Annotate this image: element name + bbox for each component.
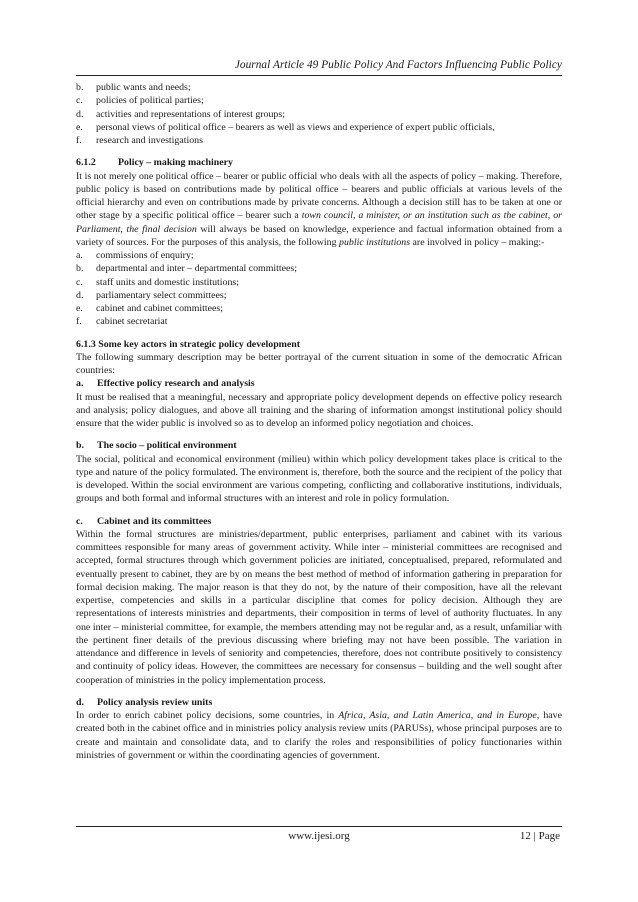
subheading-marker: d.: [76, 696, 84, 708]
list-text: policies of political parties;: [96, 95, 204, 107]
list-text: cabinet secretariat: [96, 316, 168, 328]
text-run: In order to enrich cabinet policy decisions, some countries, in: [76, 710, 339, 721]
list-item: [76, 108, 562, 121]
list-item: [76, 81, 562, 94]
subheading-c: [76, 515, 562, 528]
subheading-title: Cabinet and its committees: [97, 515, 212, 527]
paragraph: [76, 170, 562, 250]
italic-run: public institutions: [339, 236, 411, 248]
list-marker: c.: [76, 95, 83, 107]
subheading-d: [76, 696, 562, 709]
list-item: [76, 134, 562, 147]
list-marker: f.: [76, 316, 82, 328]
list-institutions: [76, 249, 562, 329]
list-text: departmental and inter – departmental committees;: [96, 263, 297, 275]
list-text: cabinet and cabinet committees;: [96, 303, 223, 314]
text-run: It is not merely one political office – bearer or public official who deals with all the aspects of policy – making. Therefore, public policy is based on contributions made by political office – bearers and public officials at various levels of the official hierarchy and even on contributions made by private concerns. Although a decision still has to be taken at one or other stage by a specific political office – bearer such a: [76, 170, 562, 222]
italic-run: town council, a minister, or an institution such as the cabinet, or Parliament, the final decision: [76, 210, 562, 235]
footer-site[interactable]: www.ijesi.org: [288, 830, 350, 842]
header-rule: [76, 75, 562, 76]
list-item: [76, 249, 562, 262]
subheading-title: Effective policy research and analysis: [97, 378, 255, 390]
list-marker: b.: [76, 82, 84, 93]
list-marker: a.: [76, 250, 83, 261]
subheading-a: [76, 377, 562, 390]
list-marker: d.: [76, 289, 84, 301]
subheading-title: The socio – political environment: [97, 440, 237, 452]
paragraph: Within the formal structures are ministries/department, public enterprises, parliament and cabinet with its various committees responsible for many areas of government activity. While inter – ministerial committees are recognised and accepted, formal structures through which government policies are initiated, conceptualised, prepared, reformulated and eventually present to cabinet, they are by on means the best method of method of information gathering in preparation for formal decision making. The major reason is that they do not, by the nature of their composition, have all the relevant expertise, competencies and skills in a particular discipline that comes for policy decision. Although they are representations of interests ministries and departments, their composition in terms of level of authority fluctuates. In any one inter – ministerial committee, for example, the members attending may not be regular and, as a result, unfamiliar with the pertinent finer details of the previous discussing where briefing may not have been possible. The variation in attendance and difference in levels of seniority and competencies, therefore, does not contribute positively to consistency and continuity of policy ideas. However, the committees are necessary for consensus – building and the well sought after cooperation of ministries in the policy implementation process.: [76, 528, 562, 686]
paragraph: It must be realised that a meaningful, necessary and appropriate policy development depends on effective policy research and analysis; policy dialogues, and above all training and the sharing of information amongst institutional policy should ensure that the wider public is involved so as to develop an informed policy negotiation and choices.: [76, 391, 562, 429]
subheading-title: Policy analysis review units: [97, 696, 213, 708]
list-marker: e.: [76, 303, 83, 314]
list-marker: c.: [76, 276, 83, 288]
list-marker: f.: [76, 135, 82, 146]
page-number: 12 | Page: [519, 830, 560, 842]
text-run: , have created both in the cabinet office and in ministries policy analysis review units (PARUSs), whose principal purposes are to create and maintain and consolidate data, and to clarify the roles and responsibilities of policy functionaries within ministries of government or within the coordinating agencies of government.: [76, 710, 562, 761]
paragraph: [76, 709, 562, 762]
list-marker: e.: [76, 121, 83, 133]
subheading-marker: b.: [76, 440, 84, 452]
italic-run: Africa, Asia, and Latin America, and in Europe: [338, 710, 537, 721]
section-number: 6.1.2: [76, 157, 96, 169]
list-item: [76, 315, 562, 328]
list-sources: [76, 81, 562, 147]
paragraph: The social, political and economical environment (milieu) within which policy development takes place is critical to the type and nature of the policy formulated. The environment is, therefore, both the source and the recipient of the policy that is developed. Within the social environment are various competing, conflicting and collaborative institutions, individuals, groups and both formal and informal structures with an interest and role in policy formulation.: [76, 453, 562, 505]
list-text: staff units and domestic institutions;: [96, 276, 239, 288]
list-text: activities and representations of interest groups;: [96, 108, 285, 120]
subheading-b: [76, 439, 562, 452]
list-text: commissions of enquiry;: [96, 250, 194, 261]
list-text: public wants and needs;: [96, 82, 191, 93]
list-item: [76, 302, 562, 315]
list-text: personal views of political office – bearers as well as views and experience of expert public officials,: [96, 121, 495, 133]
list-item: [76, 289, 562, 302]
list-text: research and investigations: [96, 135, 203, 146]
article-body: [76, 81, 562, 762]
footer-rule: [76, 826, 562, 827]
list-marker: b.: [76, 263, 84, 275]
section-heading-6-1-3: 6.1.3 Some key actors in strategic policy development: [76, 338, 301, 350]
list-marker: d.: [76, 108, 84, 120]
section-heading-6-1-2: [76, 156, 562, 169]
list-item: [76, 262, 562, 275]
list-item: [76, 121, 562, 134]
list-item: [76, 276, 562, 289]
subheading-marker: a.: [76, 378, 84, 390]
paragraph: The following summary description may be better portrayal of the current situation in some of the democratic African countries:: [76, 351, 562, 376]
text-run: will always be based on knowledge, experience and factual information obtained from a variety of sources. For the purposes of this analysis, the following: [76, 223, 562, 248]
subheading-marker: c.: [76, 515, 83, 527]
text-run: are involved in policy – making:-: [410, 236, 545, 248]
section-title: Policy – making machinery: [118, 157, 233, 169]
running-header: Journal Article 49 Public Policy And Factors Influencing Public Policy: [234, 59, 562, 71]
list-text: parliamentary select committees;: [96, 289, 227, 301]
list-item: [76, 94, 562, 107]
